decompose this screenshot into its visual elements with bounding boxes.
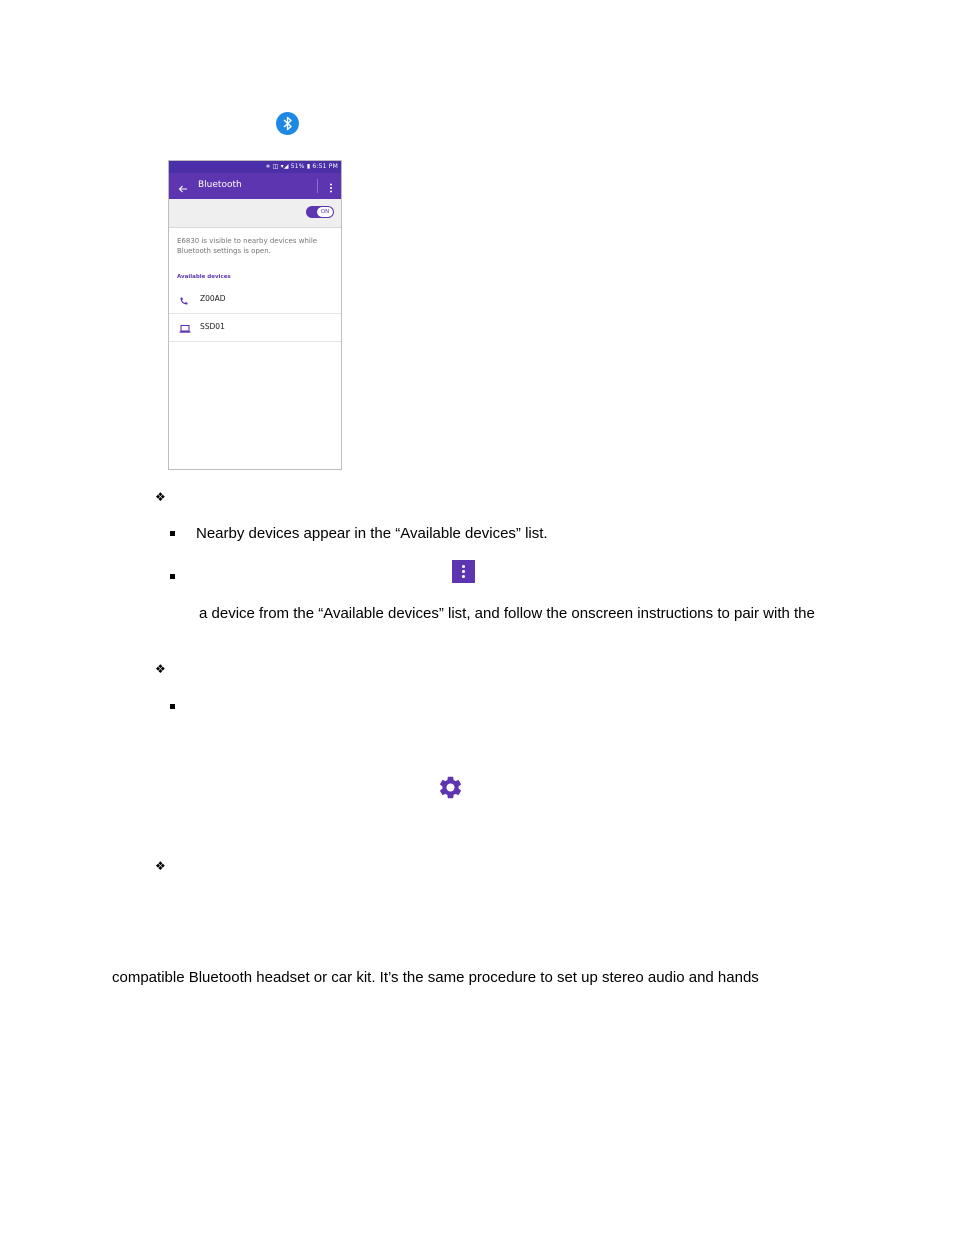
- paragraph-headset: compatible Bluetooth headset or car kit. It’s the same procedure to set up stereo audio and hands: [112, 969, 759, 986]
- app-bar-title: Bluetooth: [198, 180, 242, 190]
- device-name: Z00AD: [200, 294, 226, 303]
- bluetooth-settings-screenshot: [168, 160, 342, 470]
- laptop-icon: [179, 321, 191, 339]
- diamond-bullet-icon: ❖: [155, 662, 166, 676]
- diamond-bullet-icon: ❖: [155, 859, 166, 873]
- toggle-label: ON: [317, 207, 333, 217]
- square-bullet-icon: [170, 704, 175, 709]
- square-bullet-icon: [170, 531, 175, 536]
- visibility-message: E6830 is visible to nearby devices while Bluetooth settings is open.: [177, 237, 318, 255]
- square-bullet-icon: [170, 574, 175, 579]
- phone-icon: [179, 293, 189, 311]
- more-vert-icon: [452, 560, 475, 583]
- diamond-bullet-icon: ❖: [155, 490, 166, 504]
- device-name: SSD01: [200, 322, 225, 331]
- available-devices-header: Available devices: [177, 274, 231, 280]
- device-row[interactable]: [169, 313, 341, 342]
- paragraph-pair-instructions: a device from the “Available devices” list, and follow the onscreen instructions to pair with the: [199, 605, 815, 622]
- bluetooth-toggle-row: [169, 199, 341, 228]
- status-bar-text: ∗ ◫ ▾◢ 51% ▮ 6:51 PM: [265, 163, 338, 170]
- status-bar: [169, 161, 341, 173]
- app-bar: [169, 173, 341, 199]
- bluetooth-icon: [276, 112, 299, 135]
- more-vert-icon[interactable]: [329, 180, 333, 198]
- gear-icon: [437, 774, 464, 801]
- back-arrow-icon[interactable]: [178, 181, 188, 199]
- device-row[interactable]: [169, 285, 341, 314]
- app-bar-divider: [317, 179, 318, 193]
- paragraph-available-devices: Nearby devices appear in the “Available devices” list.: [196, 525, 548, 542]
- bluetooth-toggle[interactable]: [306, 206, 334, 218]
